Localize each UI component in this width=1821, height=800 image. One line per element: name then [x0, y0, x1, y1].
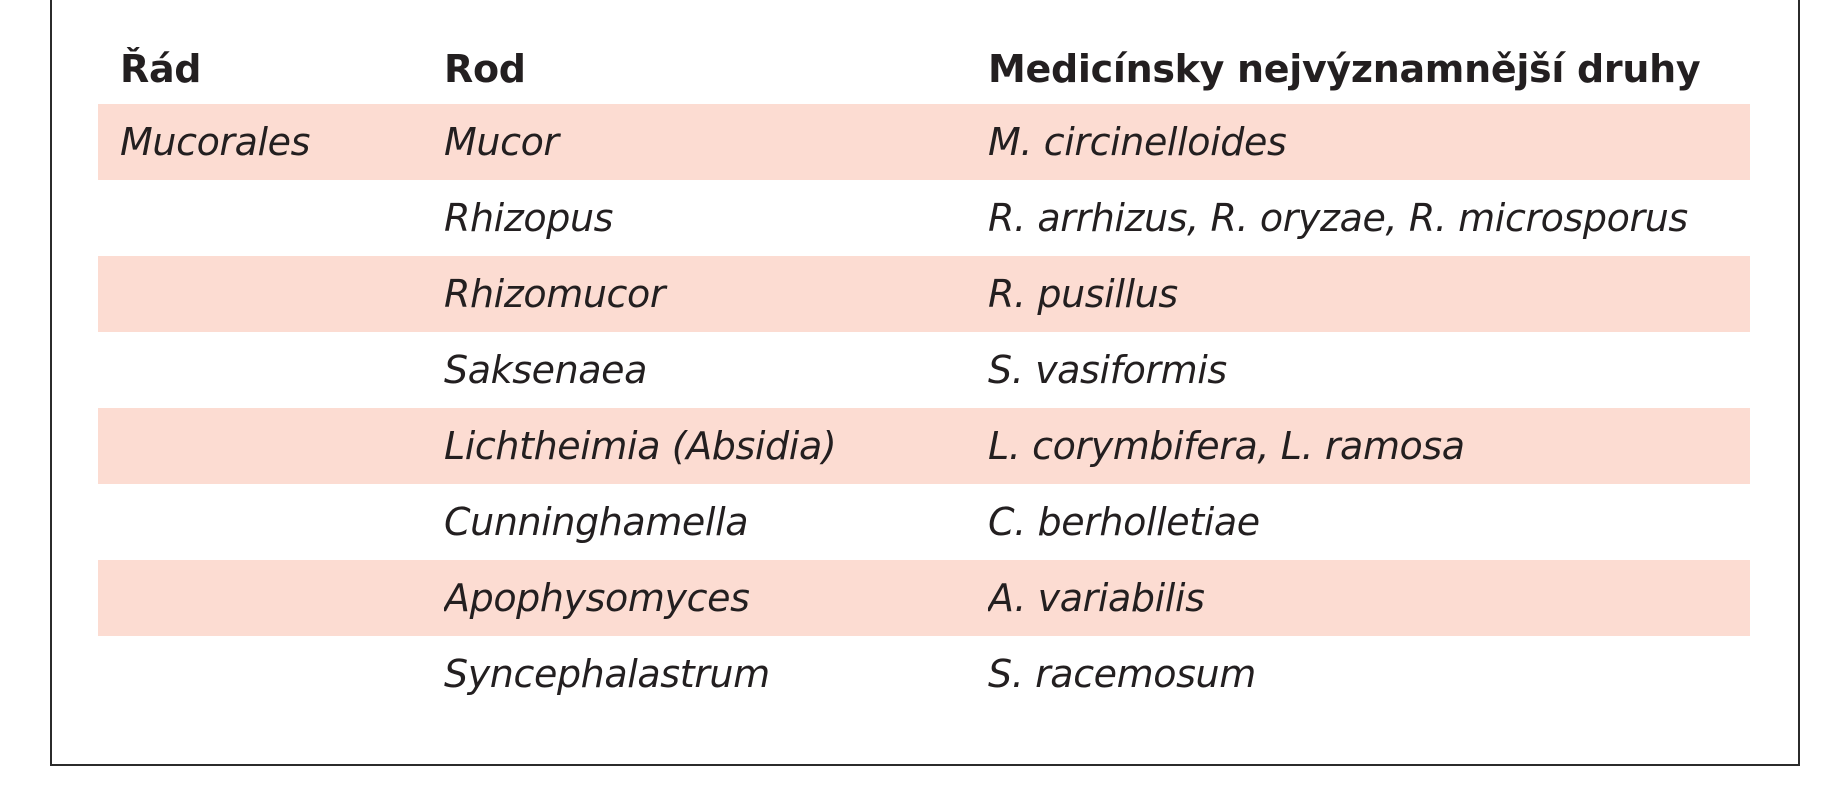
species-cell: S. racemosum	[988, 652, 1256, 696]
table-header-row	[98, 34, 1750, 104]
genus-cell: Rhizopus	[444, 196, 614, 240]
fungi-table	[98, 34, 1750, 712]
species-cell: S. vasiformis	[988, 348, 1227, 392]
species-cell: M. circinelloides	[988, 120, 1287, 164]
species-cell: R. arrhizus, R. oryzae, R. microsporus	[988, 196, 1688, 240]
genus-cell: Syncephalastrum	[444, 652, 770, 696]
genus-cell: Lichtheimia (Absidia)	[444, 424, 837, 468]
table-row	[98, 560, 1750, 636]
table-row	[98, 484, 1750, 560]
species-cell: C. berholletiae	[988, 500, 1260, 544]
order-cell: Mucorales	[120, 120, 311, 164]
table-row	[98, 408, 1750, 484]
table-row	[98, 256, 1750, 332]
genus-cell: Mucor	[444, 120, 559, 164]
table-row	[98, 104, 1750, 180]
species-cell: A. variabilis	[988, 576, 1205, 620]
species-cell: R. pusillus	[988, 272, 1178, 316]
species-cell: L. corymbifera, L. ramosa	[988, 424, 1465, 468]
header-species: Medicínsky nejvýznamnější druhy	[988, 47, 1701, 91]
genus-cell: Saksenaea	[444, 348, 648, 392]
genus-cell: Rhizomucor	[444, 272, 666, 316]
table-row	[98, 332, 1750, 408]
header-order: Řád	[120, 47, 202, 91]
genus-cell: Apophysomyces	[444, 576, 750, 620]
genus-cell: Cunninghamella	[444, 500, 749, 544]
table-row	[98, 180, 1750, 256]
header-genus: Rod	[444, 47, 526, 91]
table-row	[98, 636, 1750, 712]
